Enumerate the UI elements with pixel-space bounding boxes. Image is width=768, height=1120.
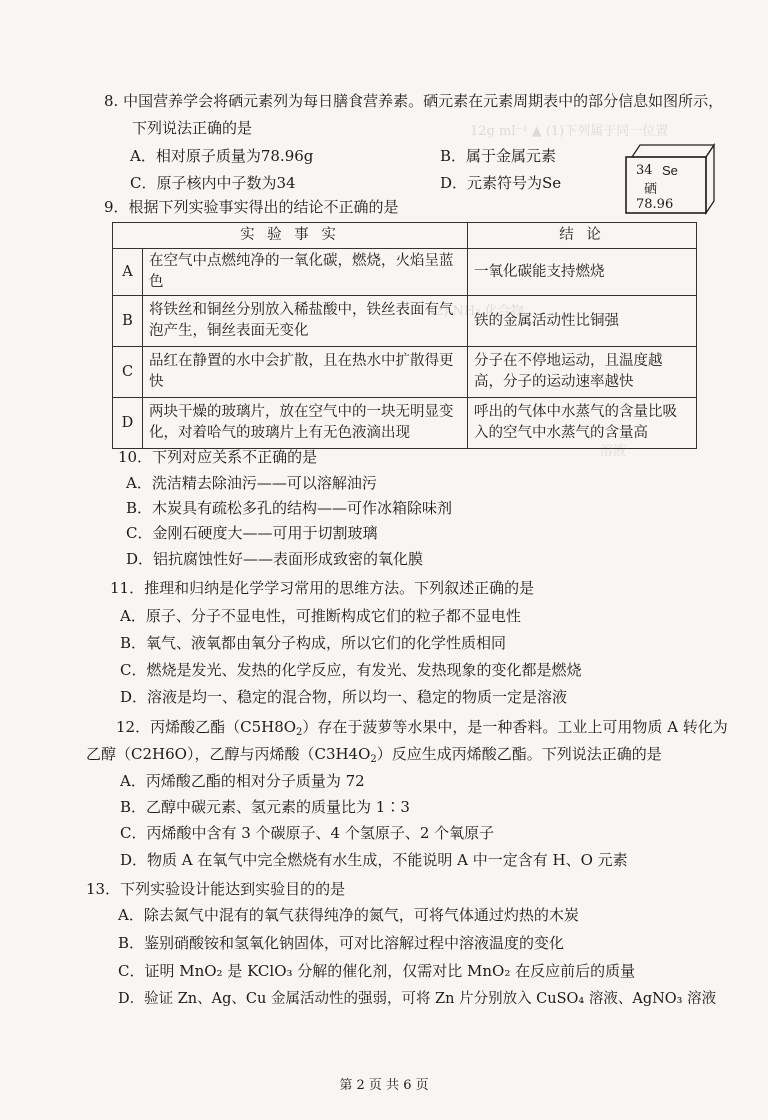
- q12-stem-cont: 乙醇（C2H6O），乙醇与丙烯酸$(C3H4O_2)$反应生成丙烯酸乙酯。下列说法正确的是: [86, 745, 662, 765]
- q12-stem-part: ）存在于菠萝等水果中，是一种香料。工业上可用物质 A 转化为: [302, 718, 728, 736]
- q9-table: [112, 222, 697, 449]
- q10-stem: 10．下列对应关系不正确的是: [118, 448, 318, 466]
- q10-option-a: A．洗洁精去除油污——可以溶解油污: [126, 474, 377, 492]
- show-through-text: 溶液: [600, 444, 627, 459]
- q13-option-d: D．验证 Zn、Ag、Cu 金属活动性的强弱，可将 Zn 片分别放入 CuSO₄ 溶液、AgNO₃ 溶液: [118, 991, 717, 1007]
- q8-stem-cont: 下列说法正确的是: [132, 119, 253, 137]
- q12-option-c: C．丙烯酸中含有 3 个碳原子、4 个氢原子、2 个氧原子: [120, 824, 495, 842]
- q9-stem: 9．根据下列实验事实得出的结论不正确的是: [104, 198, 399, 216]
- q10-option-b: B．木炭具有疏松多孔的结构——可作冰箱除味剂: [126, 499, 453, 517]
- q11-option-d: D．溶液是均一、稳定的混合物，所以均一、稳定的物质一定是溶液: [120, 688, 568, 706]
- row-key: D: [113, 398, 143, 449]
- q8-option-a: A．相对原子质量为78.96g: [130, 147, 314, 165]
- table-row: [113, 398, 697, 449]
- q12-option-a: A．丙烯酸乙酯的相对分子质量为 72: [120, 772, 365, 790]
- element-name: 硒: [644, 182, 658, 197]
- row-conclusion: 一氧化碳能支持燃烧: [468, 249, 697, 296]
- element-symbol: Se: [662, 163, 678, 178]
- q12-stem-part: 12．丙烯酸乙酯（C: [116, 718, 252, 736]
- atomic-number: 34: [636, 163, 653, 178]
- q12-stem: 12．丙烯酸乙酯$(C5H8O_2)$存在于菠萝等水果中，是一种香料。工业上可用物质 A 转化为: [116, 718, 728, 738]
- q12-stem-part: 乙醇（C: [86, 745, 143, 763]
- table-row: [113, 347, 697, 398]
- q13-option-b: B．鉴别硝酸铵和氢氧化钠固体，可对比溶解过程中溶液温度的变化: [118, 934, 565, 952]
- q11-option-b: B．氧气、液氧都由氧分子构成，所以它们的化学性质相同: [120, 634, 507, 652]
- show-through-text: (2) NH₃ 化合物: [430, 304, 524, 319]
- q12-option-d: D．物质 A 在氧气中完全燃烧有水生成，不能说明 A 中一定含有 H、O 元素: [120, 851, 628, 869]
- row-key: A: [113, 249, 143, 296]
- table-row: [113, 296, 697, 347]
- q8-stem: 8. 中国营养学会将硒元素列为每日膳食营养素。硒元素在元素周期表中的部分信息如图所示，: [104, 92, 724, 110]
- row-key: C: [113, 347, 143, 398]
- q13-stem: 13．下列实验设计能达到实验目的的是: [86, 880, 346, 898]
- atomic-mass: 78.96: [636, 197, 674, 212]
- q13-option-a: A．除去氮气中混有的氧气获得纯净的氮气，可将气体通过灼热的木炭: [118, 906, 579, 924]
- row-fact: 在空气中点燃纯净的一氧化碳，燃烧，火焰呈蓝色: [143, 249, 468, 296]
- q10-option-d: D．铝抗腐蚀性好——表面形成致密的氧化膜: [126, 550, 424, 568]
- q8-option-c: C．原子核内中子数为34: [130, 174, 296, 192]
- q8-option-b: B．属于金属元素: [440, 147, 557, 165]
- q12-stem-part: ），乙醇与丙烯酸（C: [186, 745, 326, 763]
- row-fact: 将铁丝和铜丝分别放入稀盐酸中，铁丝表面有气泡产生，铜丝表面无变化: [143, 296, 468, 347]
- table-row: [113, 249, 697, 296]
- q8-option-d: D．元素符号为Se: [440, 174, 562, 192]
- show-through-text: 12g ml⁻¹ ▲ (1)下列属于同一位置: [470, 124, 669, 139]
- q11-stem: 11．推理和归纳是化学学习常用的思维方法。下列叙述正确的是: [110, 579, 535, 597]
- page-footer: 第 2 页 共 6 页: [339, 1078, 429, 1093]
- q12-stem-part: ）反应生成丙烯酸乙酯。下列说法正确的是: [376, 745, 662, 763]
- row-key: B: [113, 296, 143, 347]
- q12-option-b: B．乙醇中碳元素、氢元素的质量比为 1∶3: [120, 798, 410, 816]
- q11-option-c: C．燃烧是发光、发热的化学反应，有发光、发热现象的变化都是燃烧: [120, 661, 582, 679]
- table-header-fact: 实 验 事 实: [113, 223, 468, 249]
- row-conclusion: 呼出的气体中水蒸气的含量比吸入的空气中水蒸气的含量高: [468, 398, 697, 449]
- q10-option-c: C．金刚石硬度大——可用于切割玻璃: [126, 524, 378, 542]
- periodic-element-card: [624, 143, 716, 215]
- row-conclusion: 分子在不停地运动，且温度越高，分子的运动速率越快: [468, 347, 697, 398]
- row-fact: 品红在静置的水中会扩散，且在热水中扩散得更快: [143, 347, 468, 398]
- q11-option-a: A．原子、分子不显电性，可推断构成它们的粒子都不显电性: [120, 607, 521, 625]
- table-header-conclusion: 结 论: [468, 223, 697, 249]
- q13-option-c: C．证明 MnO₂ 是 KClO₃ 分解的催化剂，仅需对比 MnO₂ 在反应前后的质量: [118, 962, 636, 980]
- row-fact: 两块干燥的玻璃片，放在空气中的一块无明显变化，对着哈气的玻璃片上有无色液滴出现: [143, 398, 468, 449]
- row-conclusion: 铁的金属活动性比铜强: [468, 296, 697, 347]
